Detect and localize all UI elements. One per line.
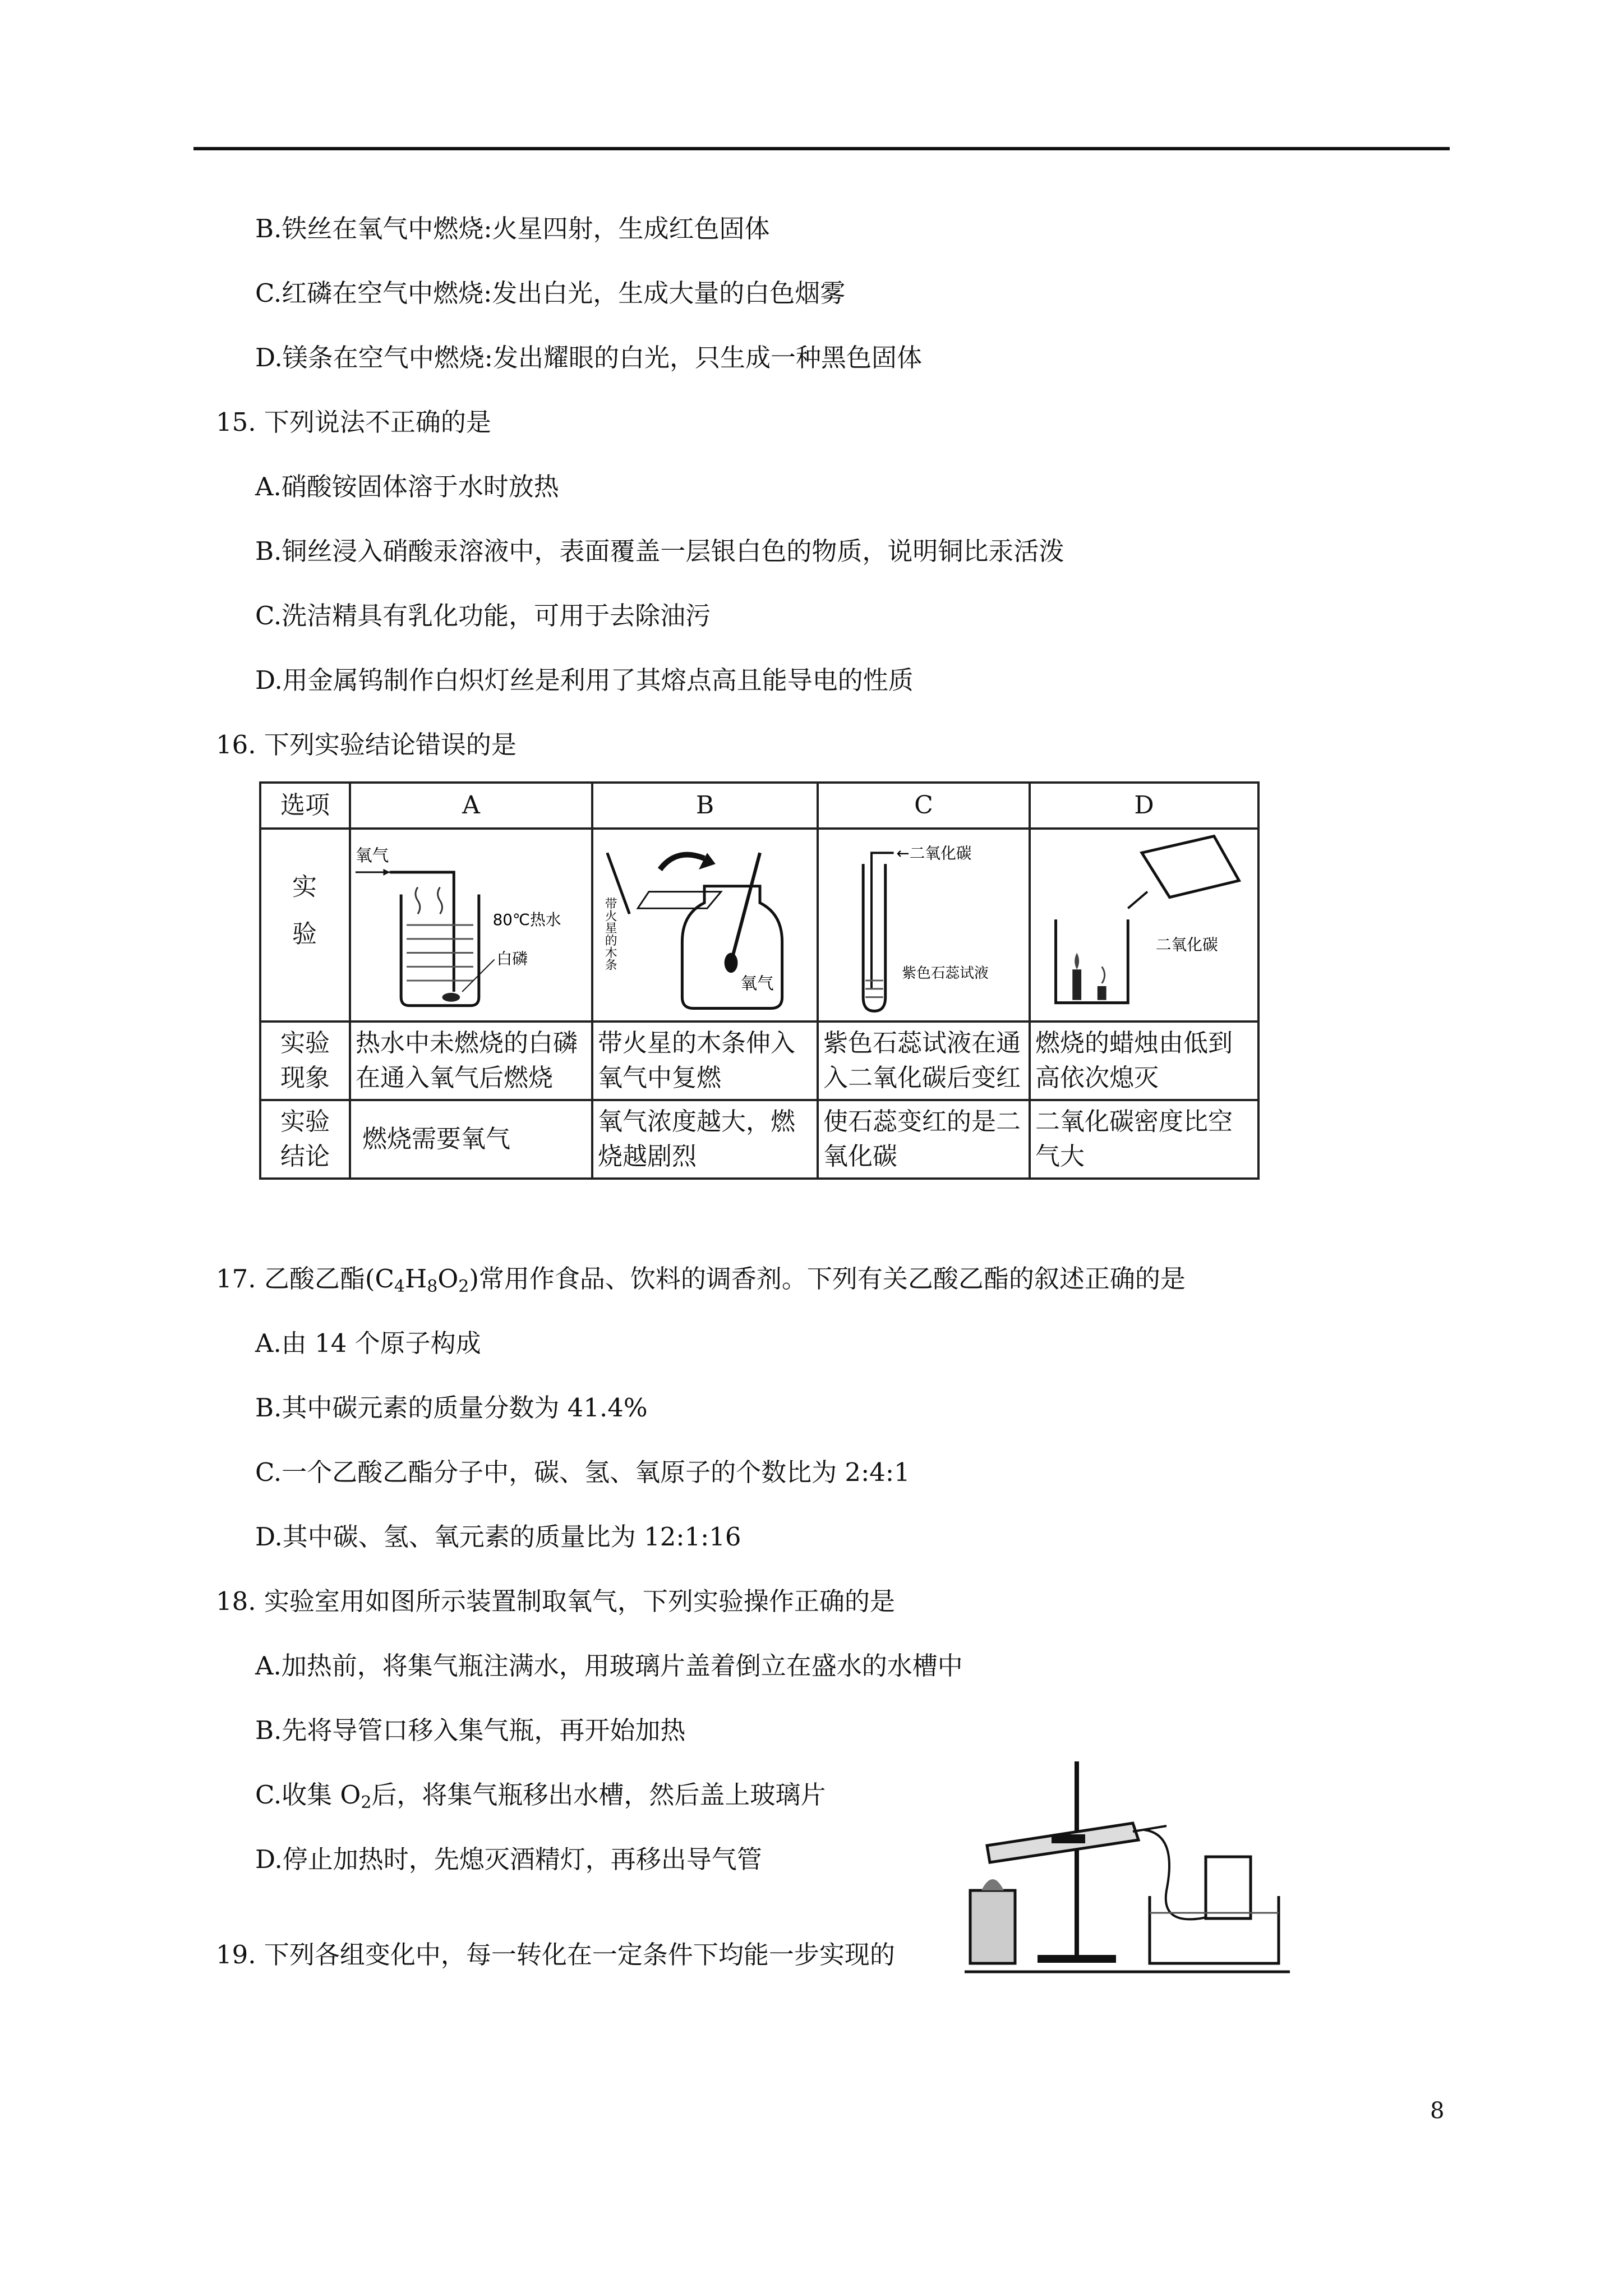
q17-option-a: A.由 14 个原子构成	[255, 1328, 481, 1358]
phenomenon-c: 紫色石蕊试液在通入二氧化碳后变红	[818, 1022, 1030, 1100]
q15-option-b: B.铜丝浸入硝酸汞溶液中，表面覆盖一层银白色的物质，说明铜比汞活泼	[255, 536, 1064, 566]
phenomenon-d: 燃烧的蜡烛由低到高依次熄灭	[1030, 1022, 1258, 1100]
label-hot-water: 80℃热水	[492, 910, 561, 929]
q17-option-b: B.其中碳元素的质量分数为 41.4%	[255, 1393, 648, 1423]
q15-option-d: D.用金属钨制作白炽灯丝是利用了其熔点高且能导电的性质	[255, 665, 914, 695]
table-header-a: A	[350, 783, 592, 829]
row-label-phenomenon: 实验现象	[260, 1022, 350, 1100]
beaker-phosphorus-diagram	[351, 830, 591, 1020]
conclusion-c: 使石蕊变红的是二氧化碳	[818, 1100, 1030, 1179]
q15-option-a: A.硝酸铵固体溶于水时放热	[255, 472, 559, 501]
row-label-experiment: 实验	[260, 829, 350, 1022]
phenomenon-b: 带火星的木条伸入氧气中复燃	[592, 1022, 818, 1100]
header-rule	[193, 147, 1450, 150]
table-header-b: B	[592, 783, 818, 829]
q16-stem: 16. 下列实验结论错误的是	[216, 730, 517, 760]
q14-option-d: D.镁条在空气中燃烧:发出耀眼的白光，只生成一种黑色固体	[255, 343, 922, 372]
q18-option-a: A.加热前，将集气瓶注满水，用玻璃片盖着倒立在盛水的水槽中	[255, 1651, 963, 1681]
label-white-phosphorus: 白磷	[496, 949, 528, 968]
q14-option-b: B.铁丝在氧气中燃烧:火星四射，生成红色固体	[255, 214, 770, 243]
label-co2-d: 二氧化碳	[1155, 935, 1218, 954]
experiment-a-figure	[350, 829, 592, 1022]
label-litmus: 紫色石蕊试液	[902, 964, 989, 982]
table-header-c: C	[818, 783, 1030, 829]
phenomenon-a: 热水中未燃烧的白磷在通入氧气后燃烧	[350, 1022, 592, 1100]
q17-option-c: C.一个乙酸乙酯分子中，碳、氢、氧原子的个数比为 2:4:1	[255, 1457, 910, 1487]
experiment-c-figure	[818, 829, 1030, 1022]
q19-stem: 19. 下列各组变化中，每一转化在一定条件下均能一步实现的	[216, 1940, 895, 1970]
label-co2-c: ←二氧化碳	[896, 844, 972, 863]
q18-option-b: B.先将导管口移入集气瓶，再开始加热	[255, 1715, 686, 1745]
q16-experiment-table	[259, 781, 1260, 1180]
label-glowing-stick: 带火星的木条	[603, 897, 617, 971]
q18-stem: 18. 实验室用如图所示装置制取氧气，下列实验操作正确的是	[216, 1586, 895, 1616]
q18-option-d: D.停止加热时，先熄灭酒精灯，再移出导气管	[255, 1844, 762, 1874]
q15-option-c: C.洗洁精具有乳化功能，可用于去除油污	[255, 601, 711, 631]
page-number: 8	[1430, 2098, 1445, 2124]
q18-option-c: C.收集 $O_2$后，将集气瓶移出水槽，然后盖上玻璃片	[255, 1780, 826, 1812]
q15-stem: 15. 下列说法不正确的是	[216, 407, 491, 437]
oxygen-apparatus-diagram	[965, 1756, 1290, 1980]
candles-co2-diagram	[1031, 830, 1257, 1020]
label-oxygen-b: 氧气	[740, 973, 774, 993]
conclusion-b: 氧气浓度越大，燃烧越剧烈	[592, 1100, 818, 1179]
row-label-conclusion: 实验结论	[260, 1100, 350, 1179]
experiment-b-figure	[592, 829, 818, 1022]
conclusion-a: 燃烧需要氧气	[350, 1100, 592, 1179]
q17-stem: 17. 乙酸乙酯$(C_4H_8O_2)$常用作食品、饮料的调香剂。下列有关乙酸乙酯的叙述正确的是	[216, 1264, 1186, 1296]
experiment-d-figure	[1030, 829, 1258, 1022]
label-oxygen: 氧气	[355, 846, 389, 866]
test-tube-litmus-diagram	[819, 830, 1029, 1020]
bottle-oxygen-diagram	[593, 830, 817, 1020]
q14-option-c: C.红磷在空气中燃烧:发出白光，生成大量的白色烟雾	[255, 278, 846, 308]
conclusion-d: 二氧化碳密度比空气大	[1030, 1100, 1258, 1179]
table-header-d: D	[1030, 783, 1258, 829]
table-header-option: 选项	[260, 783, 350, 829]
q17-option-d: D.其中碳、氢、氧元素的质量比为 12:1:16	[255, 1522, 741, 1552]
